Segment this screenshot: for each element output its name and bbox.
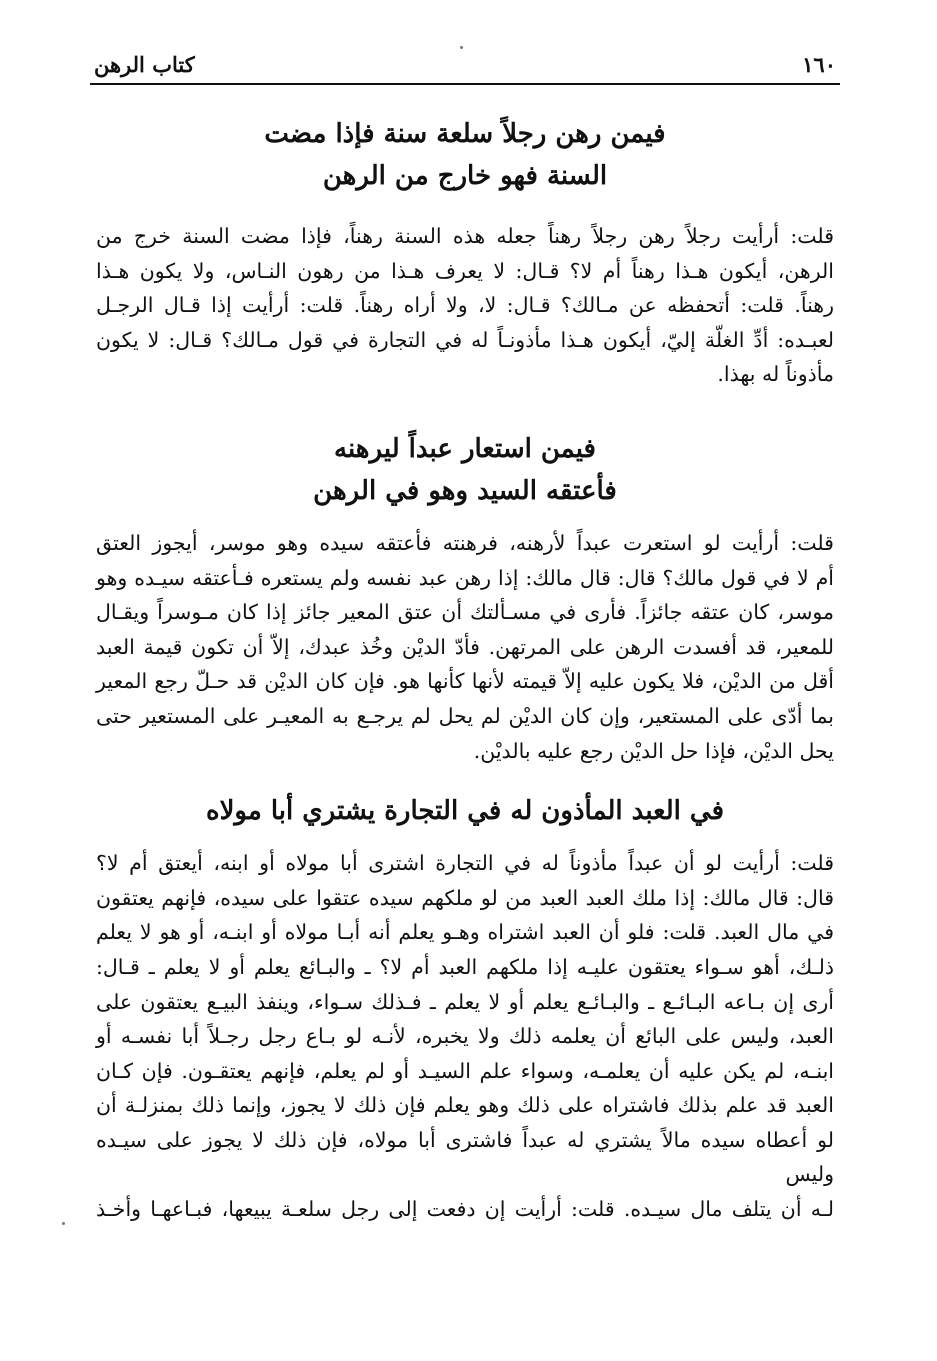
text-line: في مال العبد. قلت: فلو أن العبد اشتراه وهـو يعلم أنه أبـا مولاه أو ابنـه، أو هو لا يعلم [96, 920, 834, 945]
text-line: أرى إن بـاعه البـائـع ـ والبـائـع يعلم أو لا يعلم ـ فـذلك سـواء، وينفذ البيـع يعتقون على [96, 989, 834, 1014]
section-title-line: فيمن استعار عبداً ليرهنه [334, 433, 596, 464]
page-header [90, 50, 840, 85]
text-line: لـه أن يتلف مال سيـده. قلت: أرأيت إن دفعت إلى رجل سلعـة يبيعها، فبـاعهـا وأخـذ [96, 1197, 834, 1222]
text-line: مأذوناً له بهذا. [717, 362, 834, 387]
text-line: للمعير، قد أفسدت الرهن على المرتهن. فأدّ الديْن وخُذ عبدك، إلاّ أن تكون قيمة العبد [96, 634, 834, 659]
text-line: قلت: أرأيت لو استعرت عبداً لأرهنه، فرهنته فأعتقه سيده وهو موسر، أيجوز العتق [96, 530, 834, 555]
section-body [90, 219, 840, 392]
text-line: ذلـك، أهو سـواء يعتقون عليـه إذا ملكهم العبد أم لا؟ ـ والبـائع يعلم أو لا يعلم ـ قـال: [96, 954, 834, 979]
text-line: الرهن، أيكون هـذا رهناً أم لا؟ قـال: لا يعرف هـذا من رهون النـاس، ولا يكون هـذا [96, 258, 834, 283]
section-title [90, 113, 840, 197]
text-line: قلت: أرأيت لو أن عبداً مأذوناً له في التجارة اشترى أبا مولاه أو ابنه، أيعتق أم لا؟ [96, 851, 834, 876]
section-title-line: فأعتقه السيد وهو في الرهن [313, 475, 617, 506]
book-title: كتاب الرهن [94, 52, 195, 77]
scan-speck [62, 1222, 65, 1225]
text-line: العبد، وليس على البائع أن يعلمه ذلك ولا يخبره، لأنـه لو بـاع رجل رجـلاً أبا نفسـه أو [96, 1024, 834, 1049]
section-body [90, 846, 840, 1227]
text-line: يحل الديْن، فإذا حل الديْن رجع عليه بالديْن. [473, 738, 834, 763]
text-line: لعبـده: أدِّ الغلّة إليّ، أيكون هـذا مأذونـاً له في التجارة في قول مـالك؟ قـال: لا يكون [96, 327, 834, 352]
scan-speck [460, 46, 463, 49]
text-line: لو أعطاه سيده مالاً يشتري له عبداً فاشترى أبا مولاه، فإن ذلك لا يجوز على سيـده وليس [96, 1127, 834, 1187]
text-line: موسر، كان عتقه جائزاً. فأرى في مسـألتك أن عتق المعير جائز إذا كان مـوسراً ويقـال [96, 600, 834, 625]
page-number: ١٦٠ [802, 52, 836, 77]
text-line: قلت: أرأيت رجلاً رهن رجلاً رهناً جعله هذه السنة رهناً، فإذا مضت السنة خرج من [96, 224, 834, 248]
section-title-line: في العبد المأذون له في التجارة يشتري أبا مولاه [205, 796, 725, 827]
text-line: بما أدّى على المستعير، وإن كان الديْن لم يحل لم يرجـع به المعيـر على المستعير حتى [96, 703, 834, 728]
text-line: العبد قد علم بذلك فاشتراه على ذلك وهو يعلم فإن ذلك لا يجوز، وإنما ذلك بمنزلـة أن [96, 1093, 834, 1118]
section-title [90, 790, 840, 832]
section-body [90, 526, 840, 768]
text-line: قال: قال مالك: إذا ملك العبد العبد من لو ملكهم سيده عتقوا على سيده، فإنهم يعتقون [96, 885, 834, 910]
book-page [90, 50, 840, 1227]
section-title-line: فيمن رهن رجلاً سلعة سنة فإذا مضت [264, 119, 666, 149]
text-line: رهناً. قلت: أتحفظه عن مـالك؟ قـال: لا، ولا أراه رهناً. قلت: أرأيت إذا قـال الرجـل [96, 293, 834, 318]
text-line: ابنـه، لم يكن عليه أن يعلمـه، وسواء علم السيـد أو لم يعلم، فإنهم يعتقـون. فإن كـان [96, 1058, 834, 1083]
text-line: أم لا في قول مالك؟ قال: قال مالك: إذا رهن عبد نفسه ولم يستعره فـأعتقه سيـده وهو [96, 565, 834, 590]
text-line: أقل من الديْن، فلا يكون عليه إلاّ قيمته لأنها كأنها هو. فإن كان الديْن قد حـلّ رجع المعير [96, 669, 834, 694]
section-title [90, 428, 840, 512]
section-title-line: السنة فهو خارج من الرهن [322, 161, 608, 191]
